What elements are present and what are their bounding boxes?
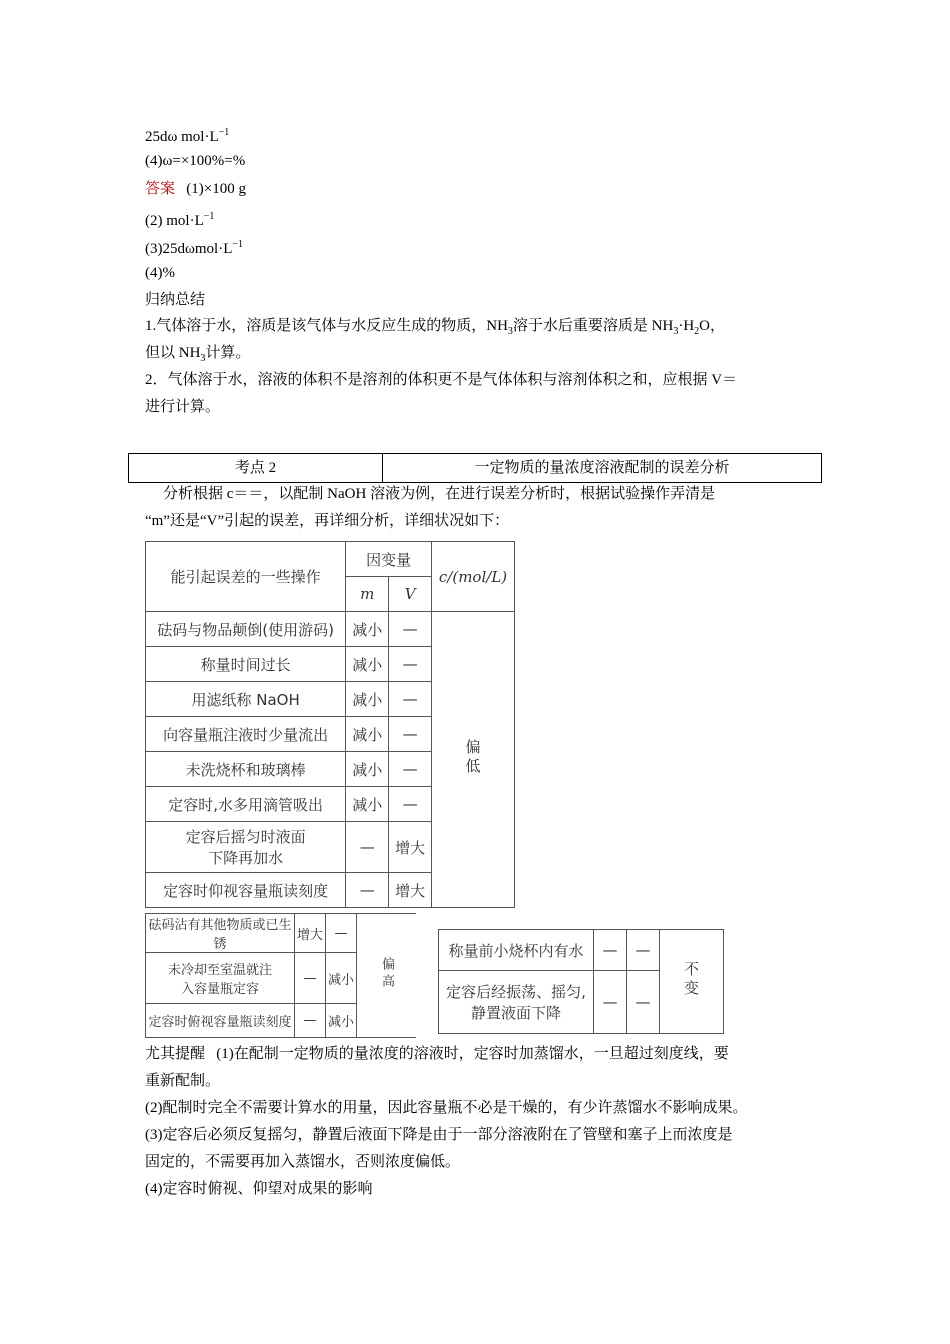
row-m: 减小 (346, 612, 389, 647)
row-v: — (326, 914, 357, 953)
note-4: (4)定容时俯视、仰望对成果的影响 (145, 1181, 373, 1197)
text: 下降再加水 (208, 849, 284, 867)
row-v: 增大 (389, 873, 432, 908)
summary-item-2-cont: 进行计算。 (145, 399, 221, 415)
error-table-low (145, 541, 515, 908)
row-operation: 砝码与物品颠倒(使用游码) (146, 612, 346, 647)
summary-item-2: 2．气体溶于水，溶液的体积不是溶剂的体积更不是气体体积与溶剂体积之和，应根据 V＝ (145, 372, 738, 388)
text: 25dω mol·L (145, 129, 219, 145)
intro-line-1: 分析根据 c＝＝，以配制 NaOH 溶液为例，在进行误差分析时，根据试验操作弄清是 (163, 486, 716, 502)
row-v: 减小 (326, 1004, 357, 1038)
result-cell (660, 930, 724, 1034)
result-cell (432, 612, 515, 908)
row-m: 减小 (346, 682, 389, 717)
col-header-m: m (346, 577, 389, 612)
row-v: — (389, 787, 432, 822)
text: 静置液面下降 (470, 1004, 561, 1022)
summary-item-1-cont (145, 342, 250, 370)
superscript: −1 (218, 127, 230, 138)
note-3: (3)定容后必须反复摇匀，静置后液面下降是由于一部分溶液附在了管壁和塞子上而浓度是 (145, 1127, 733, 1143)
text: O， (699, 318, 726, 334)
row-m: — (346, 873, 389, 908)
text: (3)25dωmol·L (145, 241, 233, 257)
row-operation (146, 822, 346, 873)
row-m: 减小 (346, 647, 389, 682)
row-m: 减小 (346, 787, 389, 822)
topic-header (128, 453, 822, 483)
superscript: −1 (203, 211, 215, 222)
text: (2) mol·L (145, 213, 204, 229)
subscript: 3 (507, 326, 513, 337)
row-v: — (389, 612, 432, 647)
text: 定容后经振荡、摇匀, (446, 983, 586, 1001)
subscript: 3 (673, 326, 679, 337)
row-v: 增大 (389, 822, 432, 873)
row-v: — (627, 971, 660, 1034)
text-line (145, 206, 214, 232)
row-m: — (346, 822, 389, 873)
text: 入容量瓶定容 (180, 982, 259, 997)
text-line (145, 122, 229, 148)
topic-title: 一定物质的量浓度溶液配制的误差分析 (474, 460, 730, 476)
row-m: 减小 (346, 717, 389, 752)
intro-line-2: “m”还是“V”引起的误差，再详细分析，详细状况如下： (145, 513, 510, 529)
text: 未冷却至室温就注 (167, 963, 272, 978)
text-line: (4)ω=×100%=% (145, 153, 246, 169)
row-m: — (295, 1004, 326, 1038)
row-operation: 称量时间过长 (146, 647, 346, 682)
answer-text: (1)×100 g (186, 181, 246, 197)
answer-label: 答案 (145, 181, 176, 197)
result-text: 偏高 (379, 956, 394, 991)
text: 但以 NH (145, 345, 201, 361)
row-operation: 向容量瓶注液时少量流出 (146, 717, 346, 752)
row-v: — (389, 682, 432, 717)
row-operation: 用滤纸称 NaOH (146, 682, 346, 717)
row-m: — (594, 971, 627, 1034)
col-header-concentration: c/(mol/L) (432, 542, 515, 612)
result-text: 偏低 (463, 738, 482, 777)
text: 计算。 (205, 345, 251, 361)
row-v: — (389, 717, 432, 752)
col-header-operation: 能引起误差的一些操作 (146, 542, 346, 612)
row-operation: 砝码沾有其他物质或已生锈 (146, 914, 295, 953)
superscript: −1 (232, 239, 243, 250)
subscript: 3 (200, 353, 206, 364)
text: 1.气体溶于水，溶质是该气体与水反应生成的物质，NH (145, 318, 508, 334)
row-operation: 定容时俯视容量瓶读刻度 (146, 1004, 295, 1038)
error-table-high (145, 913, 416, 1038)
answer-line (145, 178, 246, 200)
note-3-cont: 固定的，不需要再加入蒸馏水，否则浓度偏低。 (145, 1154, 461, 1170)
row-operation (439, 971, 594, 1034)
result-text: 不变 (682, 960, 700, 999)
text-line (145, 234, 243, 260)
note-label: 尤其提醒 (145, 1046, 206, 1062)
row-v: — (627, 930, 660, 971)
subscript: 2 (694, 326, 700, 337)
row-m: — (594, 930, 627, 971)
summary-item-1 (145, 315, 725, 343)
result-cell (357, 914, 417, 1038)
text-line: (4)% (145, 265, 175, 281)
row-operation: 未洗烧杯和玻璃棒 (146, 752, 346, 787)
row-v: — (389, 752, 432, 787)
text: ·H (678, 318, 695, 334)
row-operation: 定容时仰视容量瓶读刻度 (146, 873, 346, 908)
text: 溶于水后重要溶质是 NH (512, 318, 674, 334)
note-2: (2)配制时完全不需要计算水的用量，因此容量瓶不必是干燥的，有少许蒸馏水不影响成果。 (145, 1100, 748, 1116)
row-m: 增大 (295, 914, 326, 953)
error-table-unchanged (438, 929, 724, 1034)
row-m: — (295, 953, 326, 1004)
text: (1)在配制一定物质的量浓度的溶液时，定容时加蒸馏水，一旦超过刻度线，要 (216, 1046, 729, 1062)
summary-title: 归纳总结 (145, 292, 206, 308)
text: 定容后摇匀时液面 (185, 828, 306, 846)
row-operation (146, 953, 295, 1004)
row-operation: 称量前小烧杯内有水 (439, 930, 594, 971)
row-v: 减小 (326, 953, 357, 1004)
row-v: — (389, 647, 432, 682)
row-operation: 定容时,水多用滴管吸出 (146, 787, 346, 822)
col-header-v: V (389, 577, 432, 612)
col-header-variable: 因变量 (346, 542, 432, 577)
row-m: 减小 (346, 752, 389, 787)
note-1 (145, 1043, 729, 1065)
note-1-cont: 重新配制。 (145, 1073, 221, 1089)
topic-number: 考点 2 (129, 454, 383, 482)
